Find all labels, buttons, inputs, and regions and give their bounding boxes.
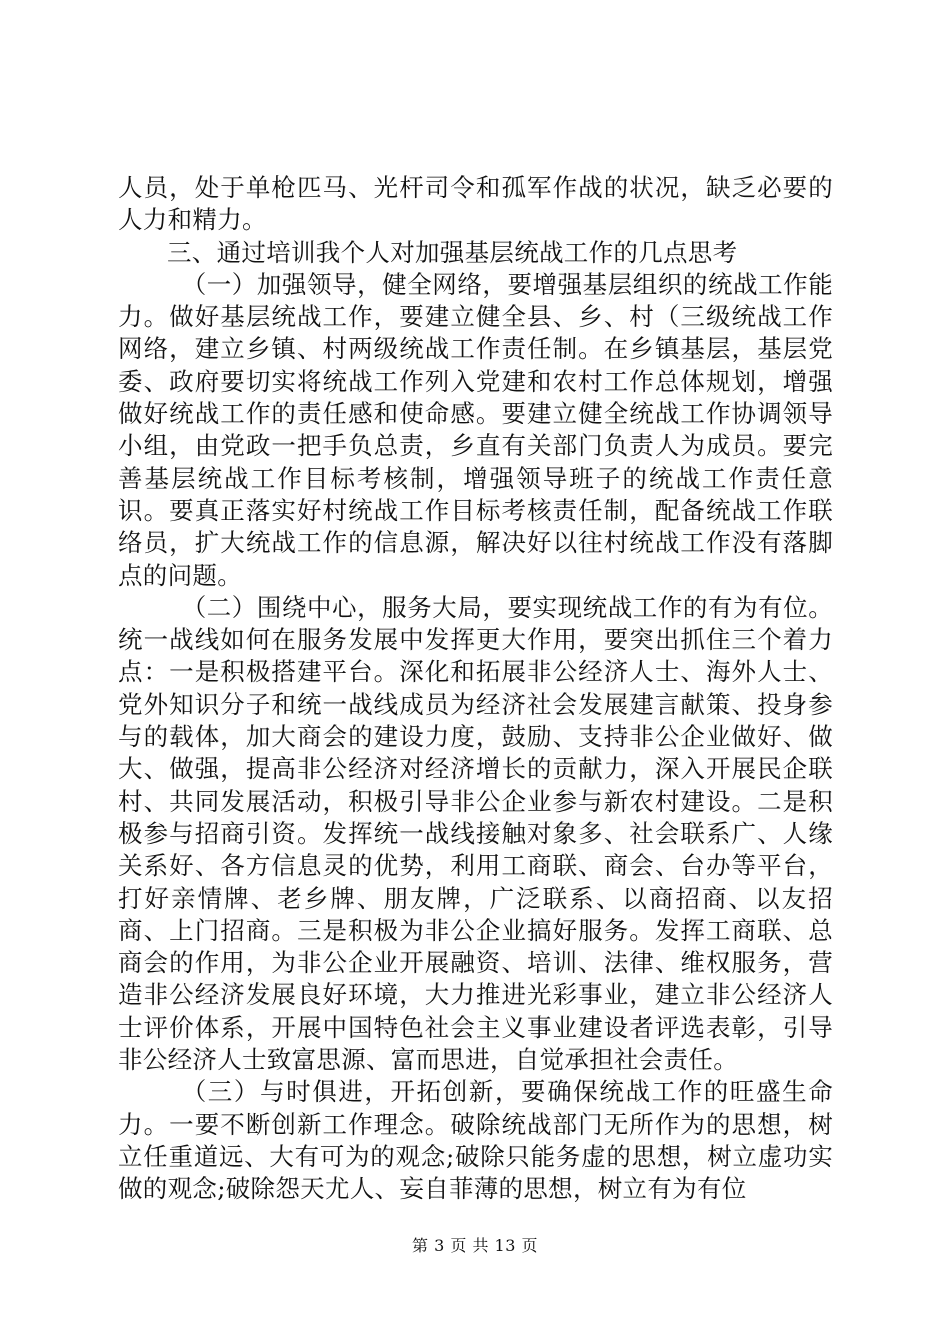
paragraph-point-3: （三）与时俱进，开拓创新，要确保统战工作的旺盛生命力。一要不断创新工作理念。破除统战部门无所作为的思想，树立任重道远、大有可为的观念;破除只能务虚的思想，树立虚功实做的观念;破除怨天尤人、妄自菲薄的思想，树立有为有位	[118, 1077, 833, 1204]
paragraph-point-2: （二）围绕中心，服务大局，要实现统战工作的有为有位。统一战线如何在服务发展中发挥更大作用，要突出抓住三个着力点：一是积极搭建平台。深化和拓展非公经济人士、海外人士、党外知识分子和统一战线成员为经济社会发展建言献策、投身参与的载体，加大商会的建设力度，鼓励、支持非公企业做好、做大、做强，提高非公经济对经济增长的贡献力，深入开展民企联村、共同发展活动，积极引导非公企业参与新农村建设。二是积极参与招商引资。发挥统一战线接触对象多、社会联系广、人缘关系好、各方信息灵的优势，利用工商联、商会、台办等平台，打好亲情牌、老乡牌、朋友牌，广泛联系、以商招商、以友招商、上门招商。三是积极为非公企业搞好服务。发挥工商联、总商会的作用，为非公企业开展融资、培训、法律、维权服务，营造非公经济发展良好环境，大力推进光彩事业，建立非公经济人士评价体系，开展中国特色社会主义事业建设者评选表彰，引导非公经济人士致富思源、富而思进，自觉承担社会责任。	[118, 592, 833, 1075]
paragraph-point-1: （一）加强领导，健全网络，要增强基层组织的统战工作能力。做好基层统战工作，要建立健全县、乡、村（三级统战工作网络，建立乡镇、村两级统战工作责任制。在乡镇基层，基层党委、政府要切实将统战工作列入党建和农村工作总体规划，增强做好统战工作的责任感和使命感。要建立健全统战工作协调领导小组，由党政一把手负总责，乡直有关部门负责人为成员。要完善基层统战工作目标考核制，增强领导班子的统战工作责任意识。要真正落实好村统战工作目标考核责任制，配备统战工作联络员，扩大统战工作的信息源，解决好以往村统战工作没有落脚点的问题。	[118, 269, 833, 590]
paragraph-continuation: 人员，处于单枪匹马、光杆司令和孤军作战的状况，缺乏必要的人力和精力。	[118, 173, 833, 235]
section-heading: 三、通过培训我个人对加强基层统战工作的几点思考	[167, 237, 738, 267]
page-number-footer: 第 3 页 共 13 页	[412, 1236, 538, 1255]
document-body	[118, 172, 833, 1206]
